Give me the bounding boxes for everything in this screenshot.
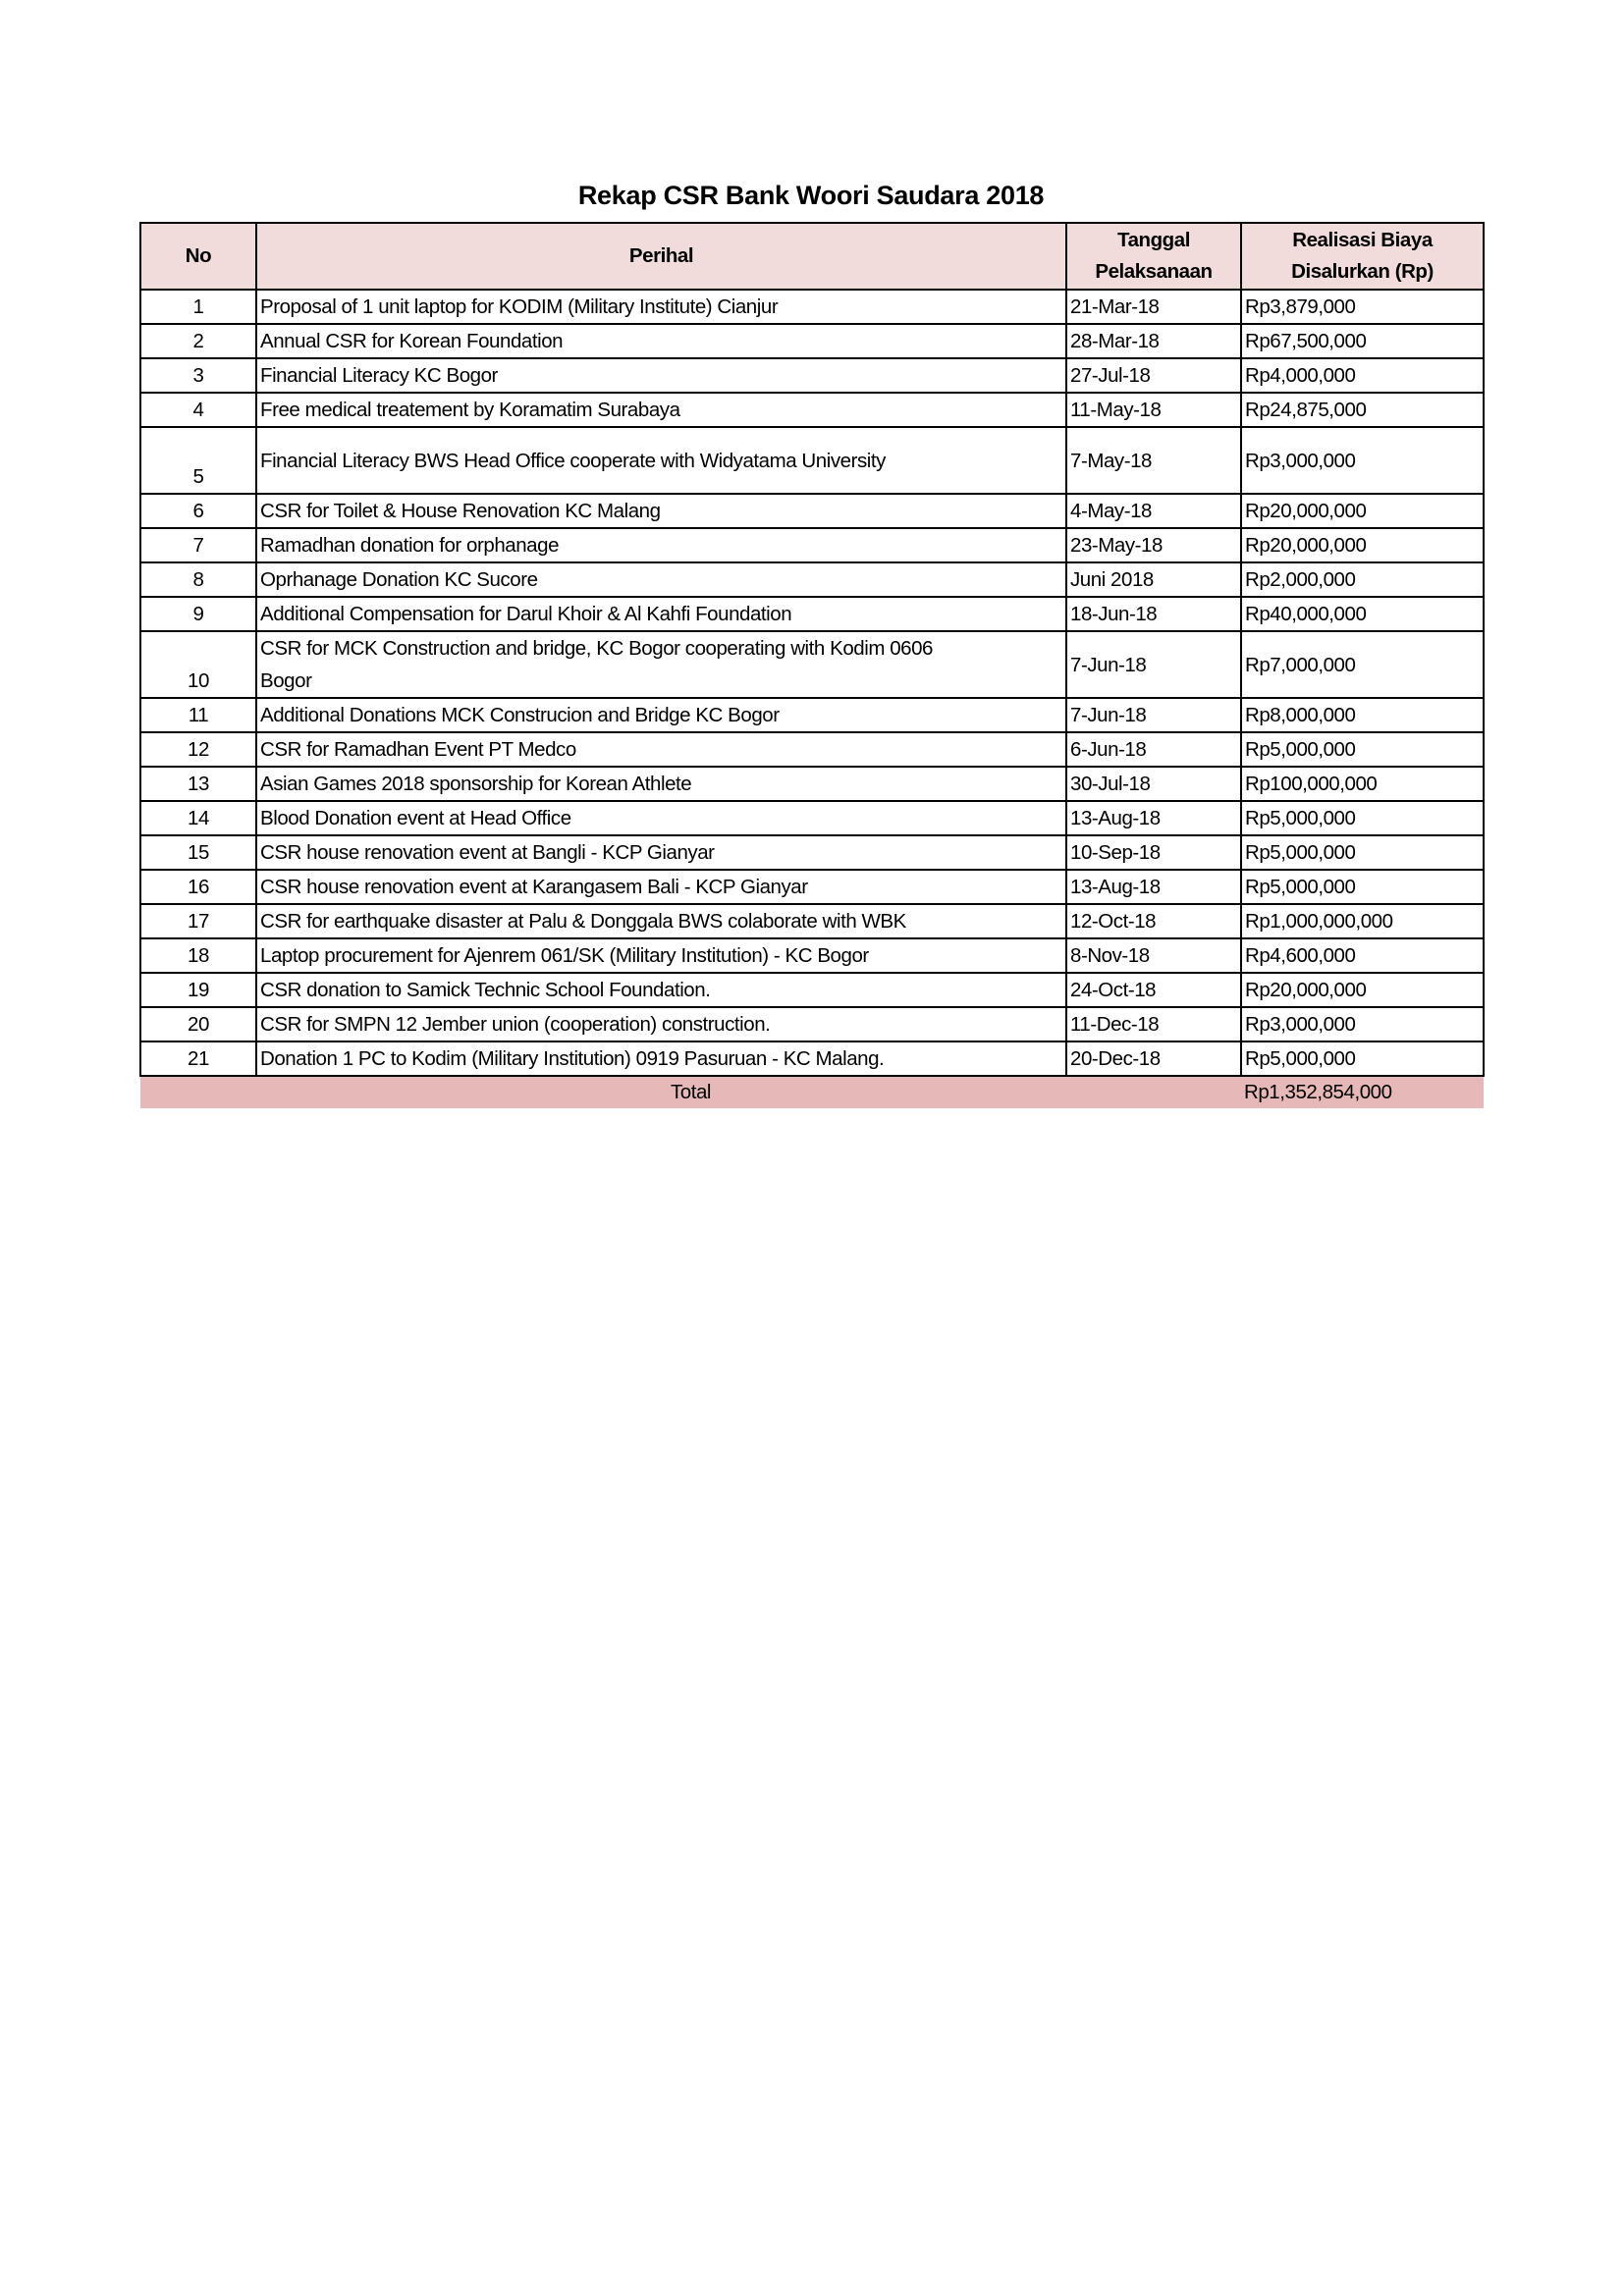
table-row: [140, 973, 1484, 1007]
row-perihal: CSR for earthquake disaster at Palu & Donggala BWS colaborate with WBK: [256, 904, 1066, 938]
total-row: [140, 1076, 1484, 1108]
row-amount: Rp7,000,000: [1241, 631, 1484, 698]
row-amount: Rp20,000,000: [1241, 528, 1484, 562]
document-title: Rekap CSR Bank Woori Saudara 2018: [577, 181, 1045, 210]
row-amount: Rp5,000,000: [1241, 801, 1484, 835]
table-row: [140, 801, 1484, 835]
row-date: 11-May-18: [1066, 393, 1241, 427]
row-number: 7: [140, 528, 256, 562]
table-row: [140, 904, 1484, 938]
row-date: 30-Jul-18: [1066, 767, 1241, 801]
row-date: 28-Mar-18: [1066, 324, 1241, 358]
row-number: 21: [140, 1041, 256, 1076]
row-amount: Rp5,000,000: [1241, 732, 1484, 767]
table-row: [140, 631, 1484, 698]
row-amount: Rp20,000,000: [1241, 973, 1484, 1007]
row-number: 20: [140, 1007, 256, 1041]
row-date: 27-Jul-18: [1066, 358, 1241, 393]
row-amount: Rp1,000,000,000: [1241, 904, 1484, 938]
row-perihal: Donation 1 PC to Kodim (Military Institution) 0919 Pasuruan - KC Malang.: [256, 1041, 1066, 1076]
table-row: [140, 835, 1484, 870]
row-perihal: Financial Literacy KC Bogor: [256, 358, 1066, 393]
row-date: 8-Nov-18: [1066, 938, 1241, 973]
row-number: 6: [140, 494, 256, 528]
row-amount: Rp40,000,000: [1241, 597, 1484, 631]
table-row: [140, 358, 1484, 393]
row-perihal: CSR donation to Samick Technic School Foundation.: [256, 973, 1066, 1007]
table-row: [140, 427, 1484, 494]
table-row: [140, 732, 1484, 767]
row-number: 11: [140, 698, 256, 732]
table-row: [140, 1007, 1484, 1041]
row-date: 7-Jun-18: [1066, 698, 1241, 732]
row-date: 10-Sep-18: [1066, 835, 1241, 870]
row-date: 7-Jun-18: [1066, 631, 1241, 698]
row-date: 7-May-18: [1066, 427, 1241, 494]
row-amount: Rp5,000,000: [1241, 1041, 1484, 1076]
row-number: 17: [140, 904, 256, 938]
total-value: Rp1,352,854,000: [1241, 1076, 1484, 1108]
row-amount: Rp4,000,000: [1241, 358, 1484, 393]
row-perihal: CSR house renovation event at Bangli - KCP Gianyar: [256, 835, 1066, 870]
row-amount: Rp100,000,000: [1241, 767, 1484, 801]
row-number: 12: [140, 732, 256, 767]
row-date: 20-Dec-18: [1066, 1041, 1241, 1076]
row-amount: Rp8,000,000: [1241, 698, 1484, 732]
row-perihal: Proposal of 1 unit laptop for KODIM (Military Institute) Cianjur: [256, 290, 1066, 324]
row-perihal: Blood Donation event at Head Office: [256, 801, 1066, 835]
row-amount: Rp5,000,000: [1241, 870, 1484, 904]
row-amount: Rp24,875,000: [1241, 393, 1484, 427]
row-perihal: CSR for Toilet & House Renovation KC Malang: [256, 494, 1066, 528]
row-number: 13: [140, 767, 256, 801]
table-row: [140, 767, 1484, 801]
csr-recap-table: [139, 222, 1485, 1108]
row-date: 21-Mar-18: [1066, 290, 1241, 324]
row-perihal: Asian Games 2018 sponsorship for Korean Athlete: [256, 767, 1066, 801]
row-amount: Rp20,000,000: [1241, 494, 1484, 528]
row-amount: Rp67,500,000: [1241, 324, 1484, 358]
row-perihal: Additional Donations MCK Construcion and Bridge KC Bogor: [256, 698, 1066, 732]
row-perihal: CSR for SMPN 12 Jember union (cooperation) construction.: [256, 1007, 1066, 1041]
row-number: 2: [140, 324, 256, 358]
table-row: [140, 938, 1484, 973]
row-amount: Rp3,000,000: [1241, 427, 1484, 494]
column-header-perihal: Perihal: [256, 223, 1066, 290]
row-number: 4: [140, 393, 256, 427]
row-perihal: Laptop procurement for Ajenrem 061/SK (Military Institution) - KC Bogor: [256, 938, 1066, 973]
column-header-tanggal: Tanggal Pelaksanaan: [1066, 223, 1241, 290]
row-number: 3: [140, 358, 256, 393]
table-row: [140, 698, 1484, 732]
table-header-row: [140, 223, 1484, 290]
row-perihal: Financial Literacy BWS Head Office cooperate with Widyatama University: [256, 427, 1066, 494]
table-row: [140, 597, 1484, 631]
table-row: [140, 290, 1484, 324]
row-date: 13-Aug-18: [1066, 870, 1241, 904]
row-date: 6-Jun-18: [1066, 732, 1241, 767]
row-date: 4-May-18: [1066, 494, 1241, 528]
row-amount: Rp3,000,000: [1241, 1007, 1484, 1041]
row-perihal: Ramadhan donation for orphanage: [256, 528, 1066, 562]
table-row: [140, 870, 1484, 904]
table-row: [140, 494, 1484, 528]
row-number: 14: [140, 801, 256, 835]
row-number: 8: [140, 562, 256, 597]
row-perihal: Annual CSR for Korean Foundation: [256, 324, 1066, 358]
row-perihal: Free medical treatement by Koramatim Surabaya: [256, 393, 1066, 427]
row-number: 18: [140, 938, 256, 973]
row-date: 13-Aug-18: [1066, 801, 1241, 835]
table-row: [140, 528, 1484, 562]
row-date: 24-Oct-18: [1066, 973, 1241, 1007]
table-row: [140, 324, 1484, 358]
total-label: Total: [140, 1076, 1241, 1108]
table-body: [140, 290, 1484, 1076]
row-number: 19: [140, 973, 256, 1007]
row-number: 16: [140, 870, 256, 904]
row-number: 5: [140, 427, 256, 494]
row-number: 1: [140, 290, 256, 324]
row-date: Juni 2018: [1066, 562, 1241, 597]
row-amount: Rp2,000,000: [1241, 562, 1484, 597]
column-header-no: No: [140, 223, 256, 290]
row-perihal: CSR for Ramadhan Event PT Medco: [256, 732, 1066, 767]
table-row: [140, 1041, 1484, 1076]
row-number: 15: [140, 835, 256, 870]
row-number: 9: [140, 597, 256, 631]
row-number: 10: [140, 631, 256, 698]
row-amount: Rp3,879,000: [1241, 290, 1484, 324]
row-date: 12-Oct-18: [1066, 904, 1241, 938]
row-perihal: Oprhanage Donation KC Sucore: [256, 562, 1066, 597]
table-row: [140, 562, 1484, 597]
row-date: 23-May-18: [1066, 528, 1241, 562]
table-row: [140, 393, 1484, 427]
row-date: 11-Dec-18: [1066, 1007, 1241, 1041]
row-perihal: CSR for MCK Construction and bridge, KC Bogor cooperating with Kodim 0606 Bogor: [256, 631, 1066, 698]
column-header-realisasi: Realisasi Biaya Disalurkan (Rp): [1241, 223, 1484, 290]
row-perihal: Additional Compensation for Darul Khoir & Al Kahfi Foundation: [256, 597, 1066, 631]
row-perihal: CSR house renovation event at Karangasem Bali - KCP Gianyar: [256, 870, 1066, 904]
row-date: 18-Jun-18: [1066, 597, 1241, 631]
row-amount: Rp5,000,000: [1241, 835, 1484, 870]
row-amount: Rp4,600,000: [1241, 938, 1484, 973]
